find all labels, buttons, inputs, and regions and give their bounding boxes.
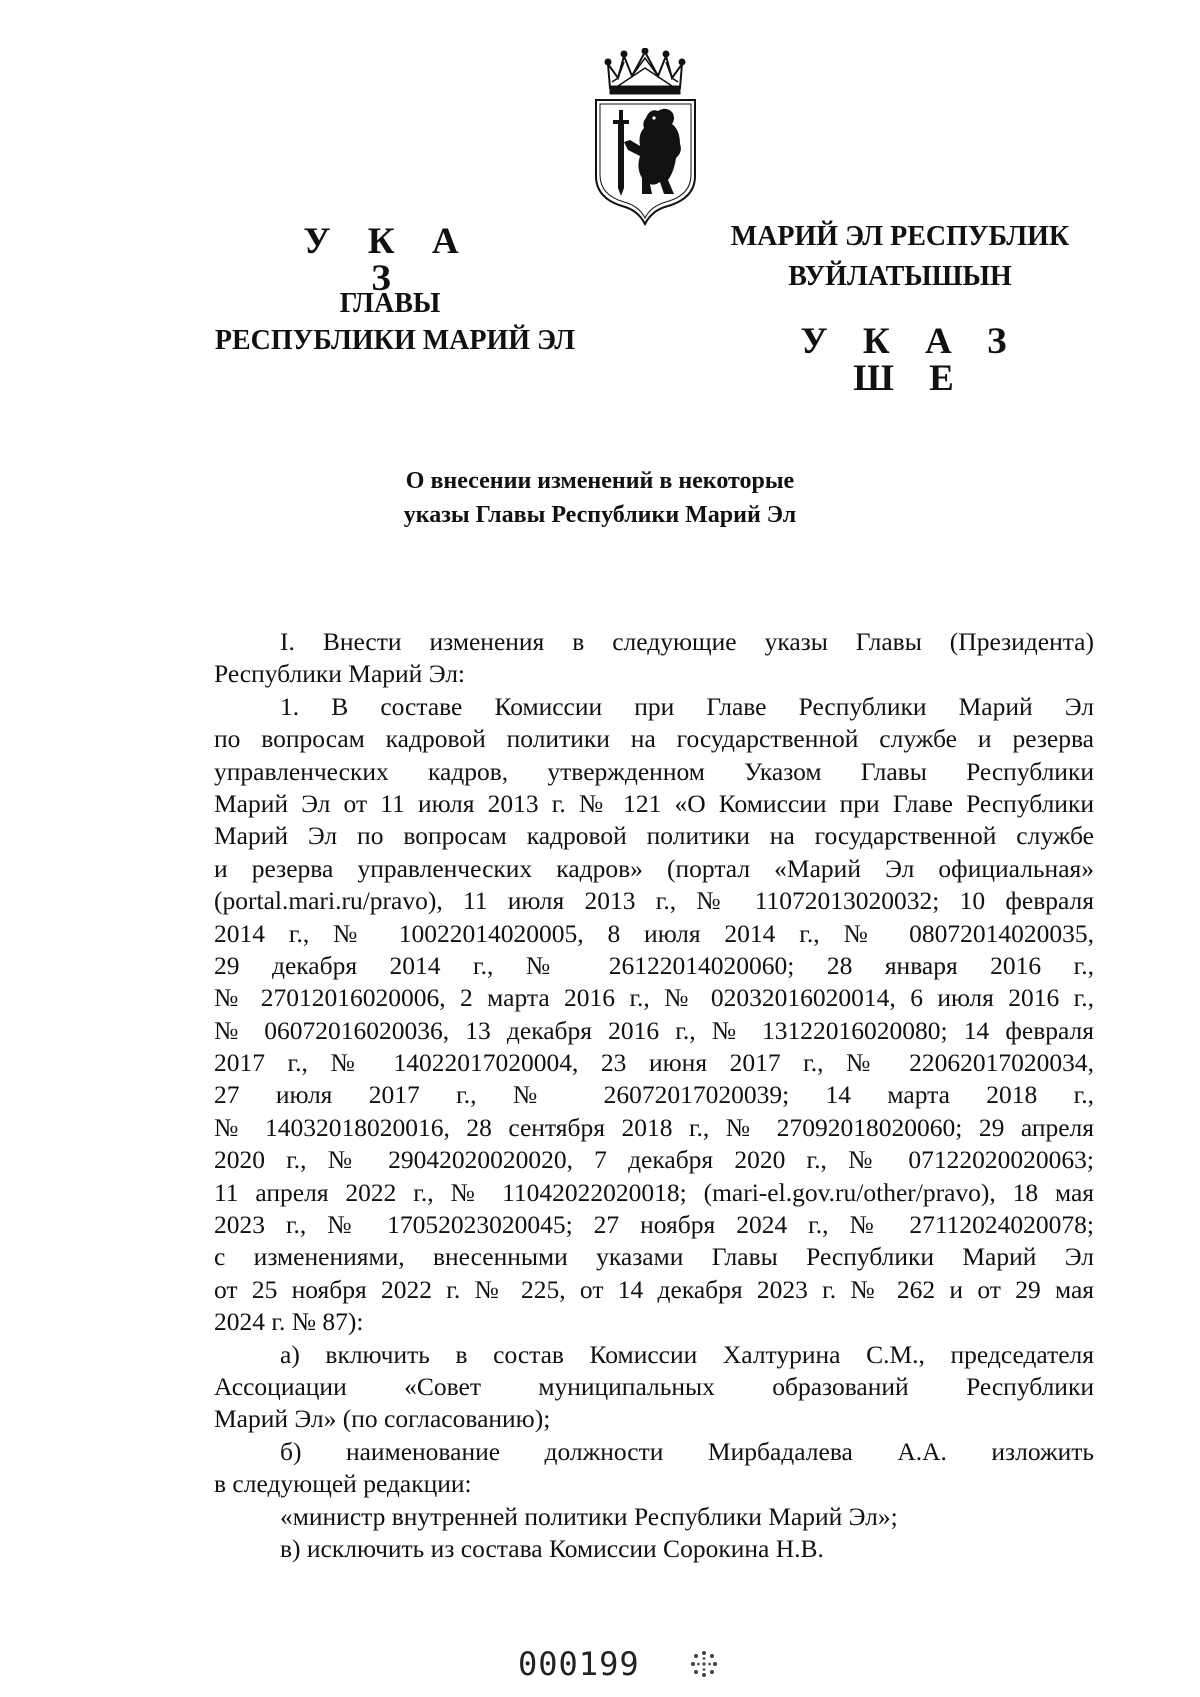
body-line: «министр внутренней политики Республики Марий Эл»; <box>280 1501 898 1531</box>
republic-label-ru: РЕСПУБЛИКИ МАРИЙ ЭЛ <box>214 325 576 356</box>
document-title <box>300 464 900 532</box>
body-line: 2014 г., № 10022014020005, 8 июля 2014 г., № 08072014020035, <box>214 918 1094 948</box>
body-line: 1. В составе Комиссии при Главе Республики Марий Эл <box>280 691 1094 721</box>
body-line: № 27012016020006, 2 марта 2016 г., № 02032016020014, 6 июля 2016 г., <box>214 983 1094 1013</box>
body-line: 2024 г. № 87): <box>214 1307 364 1337</box>
snowflake-icon <box>690 1650 718 1678</box>
body-line: 2020 г., № 29042020020020, 7 декабря 2020 г., № 07122020020063; <box>214 1145 1094 1175</box>
body-line: Марий Эл от 11 июля 2013 г. № 121 «О Комиссии при Главе Республики <box>214 788 1094 818</box>
body-line: и резерва управленческих кадров» (портал «Марий Эл официальная» <box>214 853 1094 883</box>
body-line: с изменениями, внесенными указами Главы Республики Марий Эл <box>214 1242 1094 1272</box>
body-line: № 06072016020036, 13 декабря 2016 г., № 13122016020080; 14 февраля <box>214 1015 1094 1045</box>
head-label-mari: ВУЙЛАТЫШЫН <box>788 261 1012 292</box>
body-line: 11 апреля 2022 г., № 11042022020018; (mari-el.gov.ru/other/pravo), 18 мая <box>214 1177 1094 1207</box>
body-line: от 25 ноября 2022 г. № 225, от 14 декабря 2023 г. № 262 и от 29 мая <box>214 1274 1094 1304</box>
body-line: Ассоциации «Совет муниципальных образований Республики <box>214 1371 1094 1401</box>
serial-number: 000199 <box>518 1645 640 1683</box>
document-title-line: указы Главы Республики Марий Эл <box>403 502 797 528</box>
head-label-ru: ГЛАВЫ <box>339 288 441 319</box>
body-line: б) наименование должности Мирбадалева А.А. изложить <box>280 1436 1094 1466</box>
body-line: 27 июля 2017 г., № 26072017020039; 14 марта 2018 г., <box>214 1080 1094 1110</box>
body-line: а) включить в состав Комиссии Халтурина С.М., председателя <box>280 1339 1094 1369</box>
body-line: I. Внести изменения в следующие указы Главы (Президента) <box>280 627 1094 656</box>
body-line: 2017 г., № 14022017020004, 23 июня 2017 г., № 22062017020034, <box>214 1048 1094 1078</box>
decree-label-ru: У К А З <box>303 221 473 299</box>
body-line: № 14032018020016, 28 сентября 2018 г., № 27092018020060; 29 апреля <box>214 1112 1094 1142</box>
crown-icon <box>605 48 685 94</box>
republic-label-mari: МАРИЙ ЭЛ РЕСПУБЛИК <box>730 221 1070 252</box>
coat-of-arms-emblem <box>588 48 703 226</box>
body-line: в следующей редакции: <box>214 1469 472 1499</box>
body-line: 29 декабря 2014 г., № 26122014020060; 28 января 2016 г., <box>214 950 1094 980</box>
body-line: Марий Эл» (по согласованию); <box>214 1404 551 1434</box>
decree-label-mari: У К А З Ш Е <box>800 321 1020 399</box>
body-line: (portal.mari.ru/pravo), 11 июля 2013 г., № 11072013020032; 10 февраля <box>214 886 1094 916</box>
body-line: в) исключить из состава Комиссии Сорокина Н.В. <box>280 1533 824 1563</box>
body-line: Марий Эл по вопросам кадровой политики на государственной службе <box>214 821 1094 851</box>
document-title-line: О внесении изменений в некоторые <box>405 468 795 494</box>
body-line: 2023 г., № 17052023020045; 27 ноября 2024 г., № 27112024020078; <box>214 1210 1094 1240</box>
body-line: управленческих кадров, утвержденном Указом Главы Республики <box>214 756 1094 786</box>
body-line: по вопросам кадровой политики на государственной службе и резерва <box>214 724 1094 754</box>
document-body <box>214 626 1094 1565</box>
body-line: Республики Марий Эл: <box>214 659 466 689</box>
